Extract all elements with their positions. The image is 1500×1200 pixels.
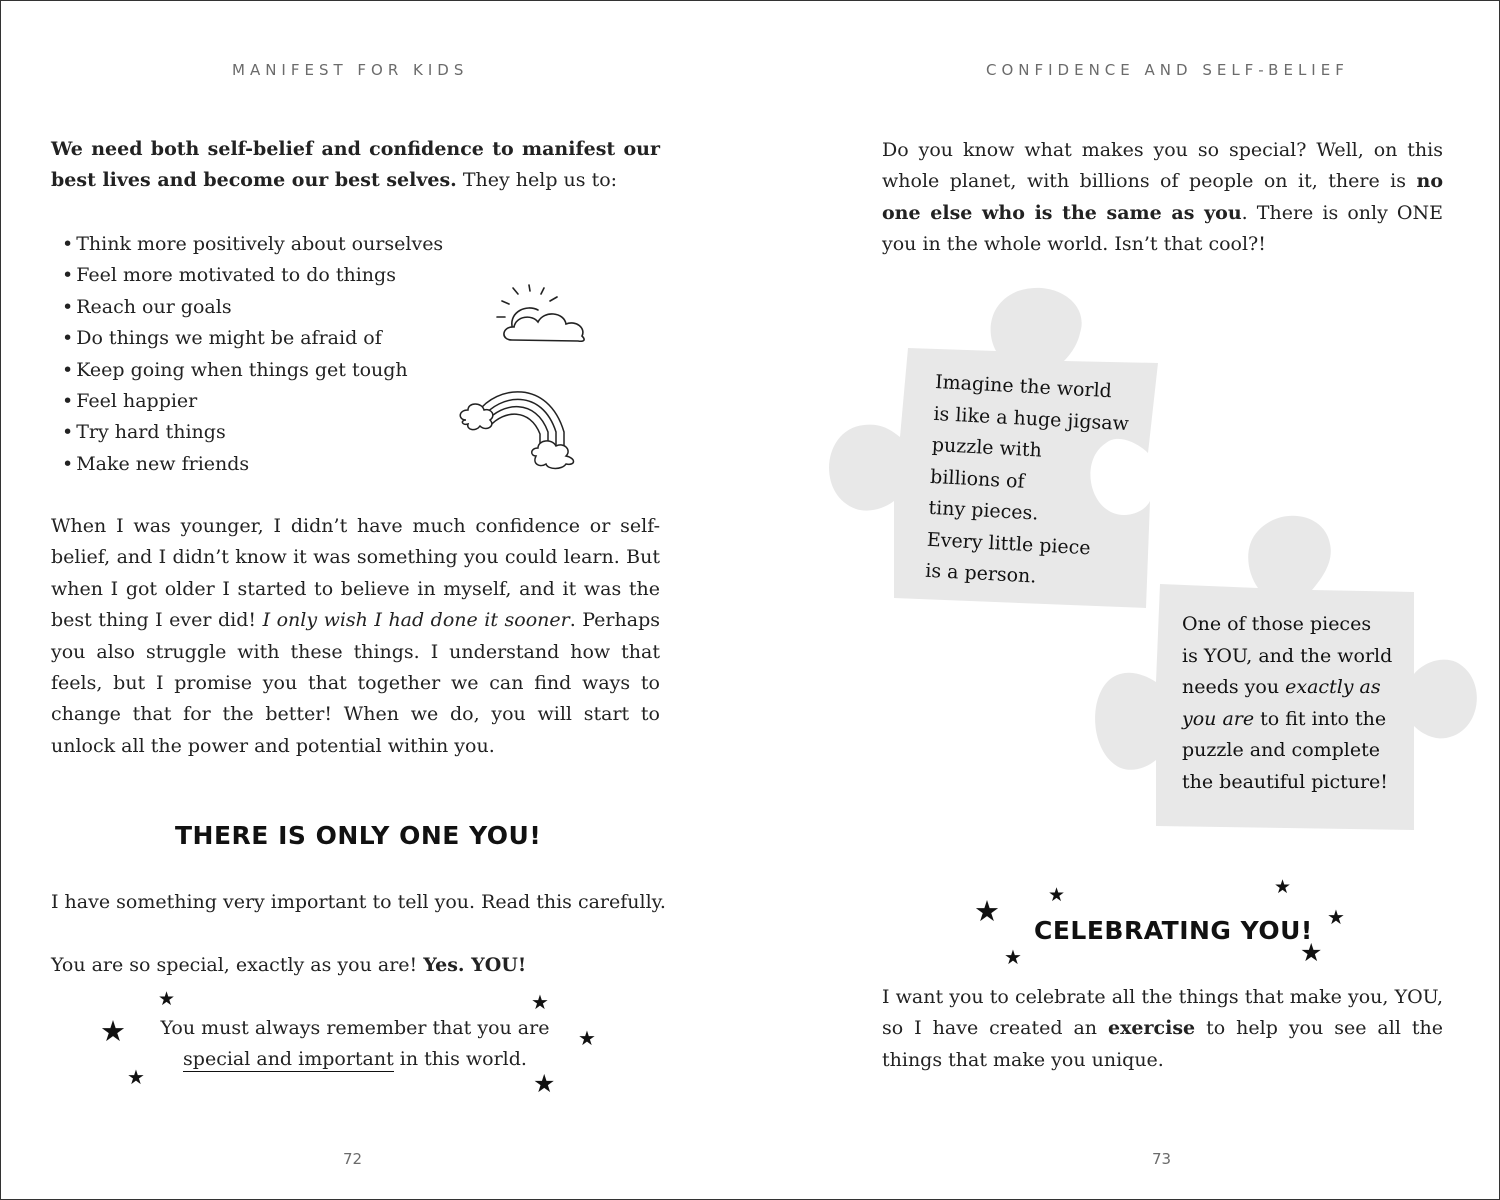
puzzle-2-italic: you are [1182,707,1255,730]
intro-rest-text: They help us to: [456,169,618,192]
list-item: • Make new friends [62,449,482,480]
quote-underlined-text: special and important [183,1048,394,1070]
intro-bold-text: no one else who is the same as you [882,170,1443,224]
star-icon: ★ [533,1069,556,1098]
rainbow-icon [456,380,582,470]
section-heading: CELEBRATING YOU! [1034,916,1313,945]
star-icon: ★ [158,988,176,1010]
puzzle-1-line: puzzle with [931,433,1043,462]
puzzle-2-line: is YOU, and the world [1182,644,1393,667]
star-icon: ★ [1327,905,1345,929]
closing-text-part1: I want you to celebrate all the things that make you, YOU, so I have created an [882,986,1443,1040]
closing-paragraph [882,982,1443,1076]
star-icon: ★ [531,990,549,1014]
running-head: CONFIDENCE AND SELF-BELIEF [986,61,1349,79]
special-quote [150,1013,560,1075]
puzzle-2-line: to fit into the [1254,707,1387,730]
list-item: • Feel more motivated to do things [62,260,482,291]
list-item: • Reach our goals [62,292,482,323]
list-item: • Try hard things [62,417,482,448]
running-head: MANIFEST FOR KIDS [232,61,469,79]
special-intro-paragraph [882,135,1443,261]
story-text-part1: When I was younger, I didn’t have much confidence or self-belief, and I didn’t know it was something you could learn. But when I got older I started to believe in myself, and it was the best thing I ever did! [51,515,660,632]
puzzle-1-line: Every little piece [926,528,1092,559]
closing-bold-text: exercise [1108,1017,1196,1040]
special-bold-text: Yes. YOU! [423,954,527,976]
intro-paragraph [51,134,660,197]
intro-text-part1: Do you know what makes you so special? Well, on this whole planet, with billions of people on it, there is [882,139,1443,193]
special-paragraph [51,950,671,981]
quote-line-2-rest: in this world. [393,1048,527,1070]
list-item: • Feel happier [62,386,482,417]
puzzle-2-line: needs you [1182,676,1286,698]
puzzle-2-line: One of those pieces [1182,613,1372,635]
star-icon: ★ [100,1014,126,1048]
star-icon: ★ [1274,876,1292,898]
story-text-part2: . Perhaps you also struggle with these things. I understand how that feels, but I promise you that together we can find ways to change that for the better! When we do, you will start to unlock all the power and potential within you. [51,609,660,757]
story-italic-text: I only wish I had done it sooner [262,609,570,632]
puzzle-1-line: is like a huge jigsaw [932,402,1130,435]
star-icon: ★ [1300,938,1323,967]
star-icon: ★ [127,1065,145,1089]
list-item: • Think more positively about ourselves [62,229,482,260]
puzzle-1-line: billions of [929,465,1026,493]
important-paragraph [51,887,671,918]
benefits-list [62,229,482,480]
star-icon: ★ [1048,884,1066,906]
list-item: • Keep going when things get tough [62,355,482,386]
list-item: • Do things we might be afraid of [62,323,482,354]
puzzle-2-line: puzzle and complete [1182,739,1381,761]
page-number: 72 [343,1150,363,1168]
intro-text-part2: . There is only ONE you in the whole world. Isn’t that cool?! [882,201,1443,256]
story-paragraph [51,511,660,762]
puzzle-2-line: the beautiful picture! [1182,770,1388,793]
puzzle-1-line: is a person. [924,559,1037,588]
special-text: You are so special, exactly as you are! [51,954,424,976]
important-text: I have something very important to tell you. Read this carefully. [51,891,666,913]
page-number: 73 [1152,1150,1172,1168]
intro-bold-text: We need both self-belief and confidence to manifest our best lives and become our best selves. [51,138,660,192]
star-icon: ★ [578,1026,596,1050]
sun-cloud-icon [492,284,592,346]
puzzle-2-italic: exactly as [1285,676,1381,698]
section-heading: THERE IS ONLY ONE YOU! [175,821,542,850]
puzzle-1-line: tiny pieces. [928,496,1039,525]
closing-text-part2: to help you see all the things that make you unique. [882,1017,1443,1071]
star-icon: ★ [974,894,1000,928]
puzzle-1-line: Imagine the world [934,370,1113,403]
quote-line-1: You must always remember that you are [160,1017,550,1039]
star-icon: ★ [1004,945,1022,969]
puzzle-2-text [1182,609,1392,798]
right-page [750,0,1500,1200]
